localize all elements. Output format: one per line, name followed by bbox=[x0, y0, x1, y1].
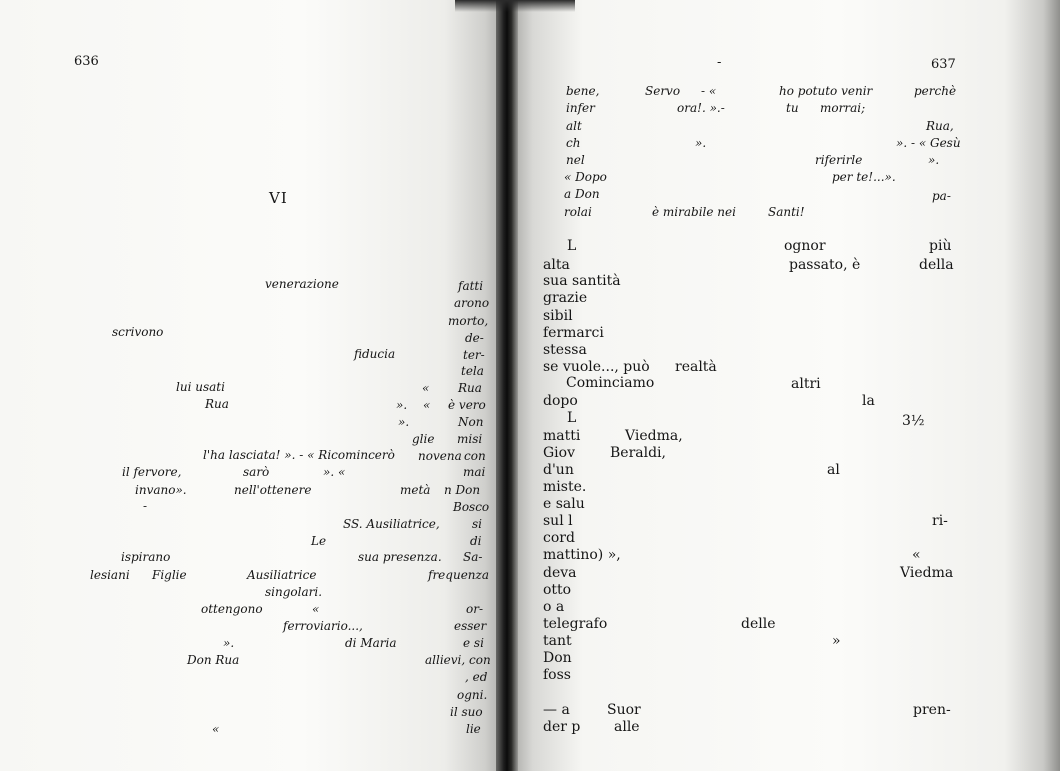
left-page-text-fragment: ». bbox=[223, 636, 235, 650]
left-page-text-fragment: si bbox=[472, 517, 482, 531]
left-page-text-fragment: il fervore, bbox=[122, 465, 182, 479]
right-page-text-fragment: L bbox=[567, 410, 577, 426]
right-page-text-fragment: ». - « Gesù bbox=[896, 136, 961, 150]
left-page-text-fragment: tela bbox=[461, 364, 484, 378]
left-page-text-fragment: ter- bbox=[463, 348, 485, 362]
left-page-text-fragment: lui usati bbox=[176, 380, 225, 394]
left-page-text-fragment: venerazione bbox=[265, 277, 339, 291]
chapter-heading: VI bbox=[269, 189, 288, 207]
left-page-text-fragment: or- bbox=[466, 602, 484, 616]
book-spine bbox=[496, 0, 518, 771]
right-page-text-fragment: stessa bbox=[543, 342, 587, 358]
right-page-text-fragment: fermarci bbox=[543, 325, 604, 341]
right-page-text-fragment: telegrafo bbox=[543, 616, 608, 632]
right-page-text-fragment: tu bbox=[786, 101, 799, 115]
left-page-text-fragment: ». bbox=[398, 415, 410, 429]
right-page-text-fragment: ». bbox=[695, 136, 707, 150]
right-page-text-fragment: Viedma bbox=[900, 565, 954, 581]
right-page-text-fragment: la bbox=[862, 393, 875, 409]
right-page-text-fragment: infer bbox=[566, 101, 595, 115]
right-page-text-fragment: ri- bbox=[932, 513, 948, 529]
left-page-text-fragment: de- bbox=[465, 331, 484, 345]
left-page-text-fragment: novena bbox=[418, 449, 462, 463]
right-page-text-fragment: ». bbox=[928, 153, 940, 167]
right-page-text-fragment: alta bbox=[543, 257, 570, 273]
left-page-text-fragment: sarò bbox=[243, 465, 270, 479]
right-page-text-fragment: - « bbox=[701, 84, 717, 98]
right-page-text-fragment: pa- bbox=[932, 189, 951, 203]
right-page-text-fragment: Giov bbox=[543, 445, 575, 461]
right-page-text-fragment: grazie bbox=[543, 290, 588, 306]
right-page-text-fragment: otto bbox=[543, 582, 572, 598]
left-page-text-fragment: « bbox=[212, 722, 220, 736]
right-page-text-fragment: deva bbox=[543, 565, 577, 581]
left-page-text-fragment: lie bbox=[466, 722, 481, 736]
right-page-text-fragment: » bbox=[832, 633, 841, 649]
left-page-text-fragment: fiducia bbox=[354, 347, 396, 361]
left-page-text-fragment: scrivono bbox=[112, 325, 164, 339]
right-page-text-fragment: più bbox=[929, 238, 952, 254]
right-page-text-fragment: ognor bbox=[784, 238, 826, 254]
right-page-text-fragment: sibil bbox=[543, 308, 573, 324]
left-page-text-fragment: « bbox=[422, 381, 430, 395]
binding-shadow bbox=[455, 0, 575, 12]
left-page-text-fragment: ispirano bbox=[121, 550, 171, 564]
left-page-text-fragment: « bbox=[423, 398, 431, 412]
right-page-text-fragment: per te!...». bbox=[832, 170, 896, 184]
left-page-text-fragment: di Maria bbox=[345, 636, 397, 650]
right-page-text-fragment: pren- bbox=[913, 702, 951, 718]
left-page-text-fragment: l'ha lasciata! ». - « Ricomincerò bbox=[203, 448, 395, 462]
right-page-text-fragment: Rua, bbox=[926, 119, 954, 133]
right-page-text-fragment: realtà bbox=[675, 359, 717, 375]
left-page-text-fragment: misi bbox=[457, 432, 483, 446]
right-page-text-fragment: rolai bbox=[564, 205, 592, 219]
running-header: - bbox=[717, 55, 722, 70]
right-page-text-fragment: sul l bbox=[543, 513, 573, 529]
left-page-text-fragment: morto, bbox=[448, 314, 489, 328]
right-page-text-fragment: sua santità bbox=[543, 273, 621, 289]
right-page-text-fragment: alt bbox=[566, 119, 582, 133]
right-page-text-fragment: tant bbox=[543, 633, 572, 649]
right-page-text-fragment: o a bbox=[543, 599, 565, 615]
right-page-text-fragment: morrai; bbox=[820, 101, 866, 115]
right-page-text-fragment: Santi! bbox=[768, 205, 805, 219]
right-page-text-fragment: bene, bbox=[566, 84, 600, 98]
left-page-text-fragment: frequenza bbox=[428, 568, 489, 582]
left-page-text-fragment: ». bbox=[396, 398, 408, 412]
left-page-text-fragment: sua presenza. bbox=[358, 550, 442, 564]
left-page-text-fragment: metà bbox=[400, 483, 431, 497]
right-page-text-fragment: se vuole..., può bbox=[543, 359, 650, 375]
right-page-text-fragment: ora!. ».- bbox=[677, 101, 725, 115]
left-page-text-fragment: fatti bbox=[458, 279, 484, 293]
right-page-text-fragment: riferirle bbox=[815, 153, 863, 167]
left-page-text-fragment: Sa- bbox=[463, 550, 483, 564]
left-page-text-fragment: mai bbox=[463, 465, 486, 479]
right-page-text-fragment: Cominciamo bbox=[566, 375, 655, 391]
left-page-text-fragment: Non bbox=[458, 415, 484, 429]
right-page-text-fragment: delle bbox=[741, 616, 776, 632]
left-page-text-fragment: è vero bbox=[448, 398, 486, 412]
right-page-text-fragment: matti bbox=[543, 428, 581, 444]
right-page-text-fragment: ch bbox=[566, 136, 581, 150]
right-page-text-fragment: alle bbox=[614, 719, 640, 735]
left-page-number: 636 bbox=[74, 54, 99, 69]
left-page-text-fragment: Bosco bbox=[453, 500, 490, 514]
left-page-text-fragment: Ausiliatrice bbox=[247, 568, 317, 582]
right-page-text-fragment: della bbox=[919, 257, 954, 273]
right-page-text-fragment: « Dopo bbox=[564, 170, 607, 184]
left-page-text-fragment: ogni. bbox=[457, 688, 488, 702]
right-page-text-fragment: è mirabile nei bbox=[652, 205, 736, 219]
right-page-text-fragment: L bbox=[567, 238, 577, 254]
right-page-text-fragment: 3½ bbox=[902, 413, 925, 429]
right-page-text-fragment: cord bbox=[543, 530, 575, 546]
left-page-text-fragment: « bbox=[312, 602, 320, 616]
right-page-text-fragment: dopo bbox=[543, 393, 578, 409]
right-page-text-fragment: der p bbox=[543, 719, 581, 735]
left-page-text-fragment: invano». bbox=[135, 483, 187, 497]
right-page-text-fragment: « bbox=[912, 547, 921, 563]
left-page-text-fragment: Rua bbox=[205, 397, 229, 411]
left-page-text-fragment: glie bbox=[412, 432, 435, 446]
right-page-text-fragment: miste. bbox=[543, 479, 587, 495]
left-page-text-fragment: ottengono bbox=[201, 602, 263, 616]
right-page-text-fragment: al bbox=[827, 462, 840, 478]
left-page-text-fragment: singolari. bbox=[265, 585, 323, 599]
left-page-text-fragment: di bbox=[470, 534, 482, 548]
right-page-text-fragment: Servo bbox=[645, 84, 681, 98]
left-page-text-fragment: lesiani bbox=[90, 568, 130, 582]
left-page-text-fragment: arono bbox=[454, 296, 490, 310]
right-page-text-fragment: foss bbox=[543, 667, 571, 683]
left-page-text-fragment: allievi, con bbox=[425, 653, 491, 667]
right-page-text-fragment: Viedma, bbox=[625, 428, 683, 444]
right-page-text-fragment: Suor bbox=[607, 702, 641, 718]
left-page-text-fragment: SS. Ausiliatrice, bbox=[343, 517, 440, 531]
right-page-text-fragment: perchè bbox=[914, 84, 957, 98]
left-page-text-fragment: con bbox=[464, 449, 486, 463]
right-page-number: 637 bbox=[931, 57, 956, 72]
left-page-text-fragment: e si bbox=[463, 636, 484, 650]
right-page-text-fragment: mattino) », bbox=[543, 547, 621, 563]
left-page-text-fragment: Figlie bbox=[152, 568, 187, 582]
left-page-text-fragment: Don Rua bbox=[187, 653, 240, 667]
left-page-text-fragment: - bbox=[143, 499, 148, 513]
right-page-text-fragment: e salu bbox=[543, 496, 585, 512]
left-page-text-fragment: nell'ottenere bbox=[234, 483, 312, 497]
left-page-text-fragment: Le bbox=[311, 534, 327, 548]
left-page-text-fragment: ferroviario..., bbox=[283, 619, 363, 633]
right-page-text-fragment: a Don bbox=[564, 187, 600, 201]
left-page-text-fragment: esser bbox=[454, 619, 487, 633]
right-page-text-fragment: d'un bbox=[543, 462, 574, 478]
right-page-text-fragment: ho potuto venir bbox=[779, 84, 873, 98]
left-page-text-fragment: ». « bbox=[323, 465, 346, 479]
right-page-text-fragment: passato, è bbox=[789, 257, 861, 273]
left-page-text-fragment: , ed bbox=[465, 670, 488, 684]
right-page-text-fragment: — a bbox=[543, 702, 570, 718]
left-page-text-fragment: Rua bbox=[458, 381, 482, 395]
left-page-text-fragment: n Don bbox=[444, 483, 481, 497]
right-page-text-fragment: Don bbox=[543, 650, 572, 666]
left-page-text-fragment: il suo bbox=[450, 705, 483, 719]
right-page-text-fragment: nel bbox=[566, 153, 585, 167]
right-page-text-fragment: Beraldi, bbox=[610, 445, 666, 461]
right-page-text-fragment: altri bbox=[791, 376, 821, 392]
